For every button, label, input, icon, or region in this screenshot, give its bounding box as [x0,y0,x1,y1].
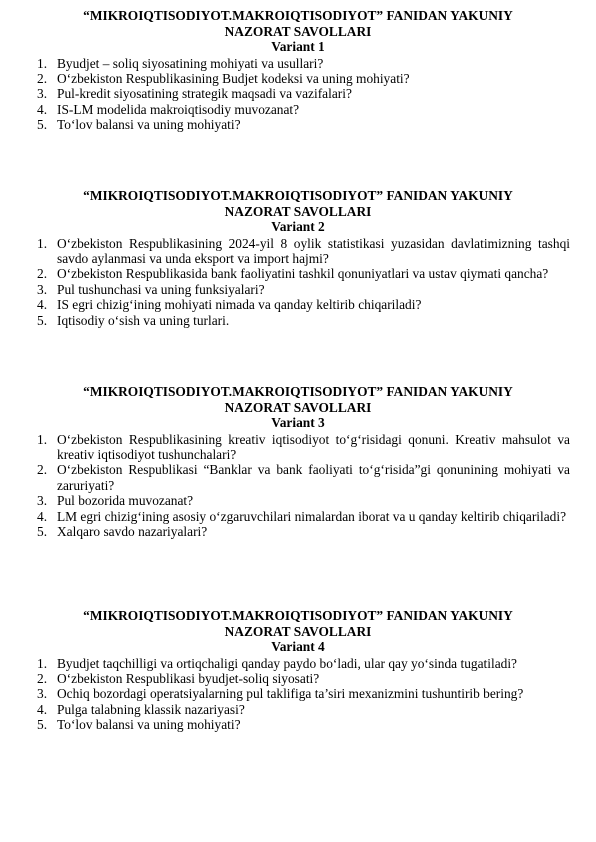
question-item [0,717,596,732]
question-item [0,86,596,101]
title-line-2: NAZORAT SAVOLLARI [224,623,372,639]
question-number: 5. [37,717,48,733]
question-number: 4. [37,701,48,717]
question-text: IS egri chizig‘ining mohiyati nimada va qanday keltirib chiqariladi? [57,297,422,313]
variant-label: Variant 4 [271,639,325,654]
question-item [0,462,596,493]
question-number: 3. [37,686,48,702]
question-number: 2. [37,462,48,478]
question-list [0,56,596,133]
question-number: 4. [37,297,48,313]
variant-3-section [0,384,596,539]
title-line-1: “MIKROIQTISODIYOT.MAKROIQTISODIYOT” FANIDAN YAKUNIY [83,8,513,23]
question-text: Pulga talabning klassik nazariyasi? [57,701,245,717]
question-number: 1. [37,655,48,671]
question-number: 2. [37,670,48,686]
question-item [0,493,596,508]
title-line-2: NAZORAT SAVOLLARI [224,203,372,219]
question-text: To‘lov balansi va uning mohiyati? [57,717,241,733]
question-item [0,656,596,671]
variant-3-title [0,384,596,415]
title-line-2: NAZORAT SAVOLLARI [224,399,372,415]
question-list [0,432,596,540]
question-text: LM egri chizig‘ining asosiy o‘zgaruvchilari nimalardan iborat va u qanday keltirib chiqariladi? [57,508,567,524]
question-number: 5. [37,523,48,539]
question-number: 4. [37,101,48,117]
question-text: O‘zbekiston Respublikasi byudjet-soliq siyosati? [57,670,320,686]
question-item [0,702,596,717]
question-number: 1. [37,235,48,251]
title-line-1: “MIKROIQTISODIYOT.MAKROIQTISODIYOT” FANIDAN YAKUNIY [83,188,513,203]
question-item [0,56,596,71]
question-text: To‘lov balansi va uning mohiyati? [57,117,241,133]
question-item [0,509,596,524]
question-item [0,236,596,267]
question-text: O‘zbekiston Respublikasining 2024-yil 8 oylik statistikasi yuzasidan davlatimizning tashqi savdo aylanmasi va unda eksport va import hajmi? [57,235,570,266]
question-text: Ochiq bozordagi operatsiyalarning pul taklifiga ta’siri mexanizmini tushuntirib bering? [57,686,524,702]
question-item [0,282,596,297]
question-text: O‘zbekiston Respublikasi “Banklar va bank faoliyati to‘g‘risida”gi qonunining mohiyati va zaruriyati? [57,462,570,493]
variant-4-title [0,608,596,639]
question-number: 3. [37,86,48,102]
question-number: 5. [37,312,48,328]
question-text: Xalqaro savdo nazariyalari? [57,523,208,539]
variant-label: Variant 1 [271,39,325,54]
question-number: 1. [37,431,48,447]
question-item [0,102,596,117]
variant-1-title [0,8,596,39]
variant-label: Variant 3 [271,415,325,430]
question-list [0,656,596,733]
question-item [0,671,596,686]
question-number: 2. [37,70,48,86]
title-line-2: NAZORAT SAVOLLARI [224,23,372,39]
question-text: IS-LM modelida makroiqtisodiy muvozanat? [57,101,300,117]
title-line-1: “MIKROIQTISODIYOT.MAKROIQTISODIYOT” FANIDAN YAKUNIY [83,384,513,399]
question-number: 4. [37,508,48,524]
variant-1-section [0,8,596,133]
question-text: Pul-kredit siyosatining strategik maqsadi va vazifalari? [57,86,352,102]
question-number: 2. [37,266,48,282]
title-line-1: “MIKROIQTISODIYOT.MAKROIQTISODIYOT” FANIDAN YAKUNIY [83,608,513,623]
question-item [0,524,596,539]
question-text: Iqtisodiy o‘sish va uning turlari. [57,312,230,328]
question-text: Pul tushunchasi va uning funksiyalari? [57,281,265,297]
question-item [0,313,596,328]
question-number: 3. [37,493,48,509]
question-text: Byudjet – soliq siyosatining mohiyati va usullari? [57,55,324,71]
question-item [0,686,596,701]
question-item [0,117,596,132]
variant-2-title [0,188,596,219]
question-number: 1. [37,55,48,71]
question-text: Pul bozorida muvozanat? [57,493,194,509]
question-list [0,236,596,328]
variant-2-section [0,188,596,328]
question-item [0,297,596,312]
question-item [0,266,596,281]
question-number: 5. [37,117,48,133]
variant-label: Variant 2 [271,219,325,234]
question-text: O‘zbekiston Respublikasida bank faoliyatini tashkil qonuniyatlari va ustav qiymati qancha? [57,266,549,282]
question-text: O‘zbekiston Respublikasining Budjet kodeksi va uning mohiyati? [57,70,410,86]
question-item [0,71,596,86]
variant-4-section [0,608,596,733]
question-text: Byudjet taqchilligi va ortiqchaligi qanday paydo bo‘ladi, ular qay yo‘sinda tugatiladi? [57,655,517,671]
question-item [0,432,596,463]
question-number: 3. [37,281,48,297]
question-text: O‘zbekiston Respublikasining kreativ iqtisodiyot to‘g‘risidagi qonuni. Kreativ mahsulot va kreativ iqtisodiyot tushunchalari? [57,431,570,462]
